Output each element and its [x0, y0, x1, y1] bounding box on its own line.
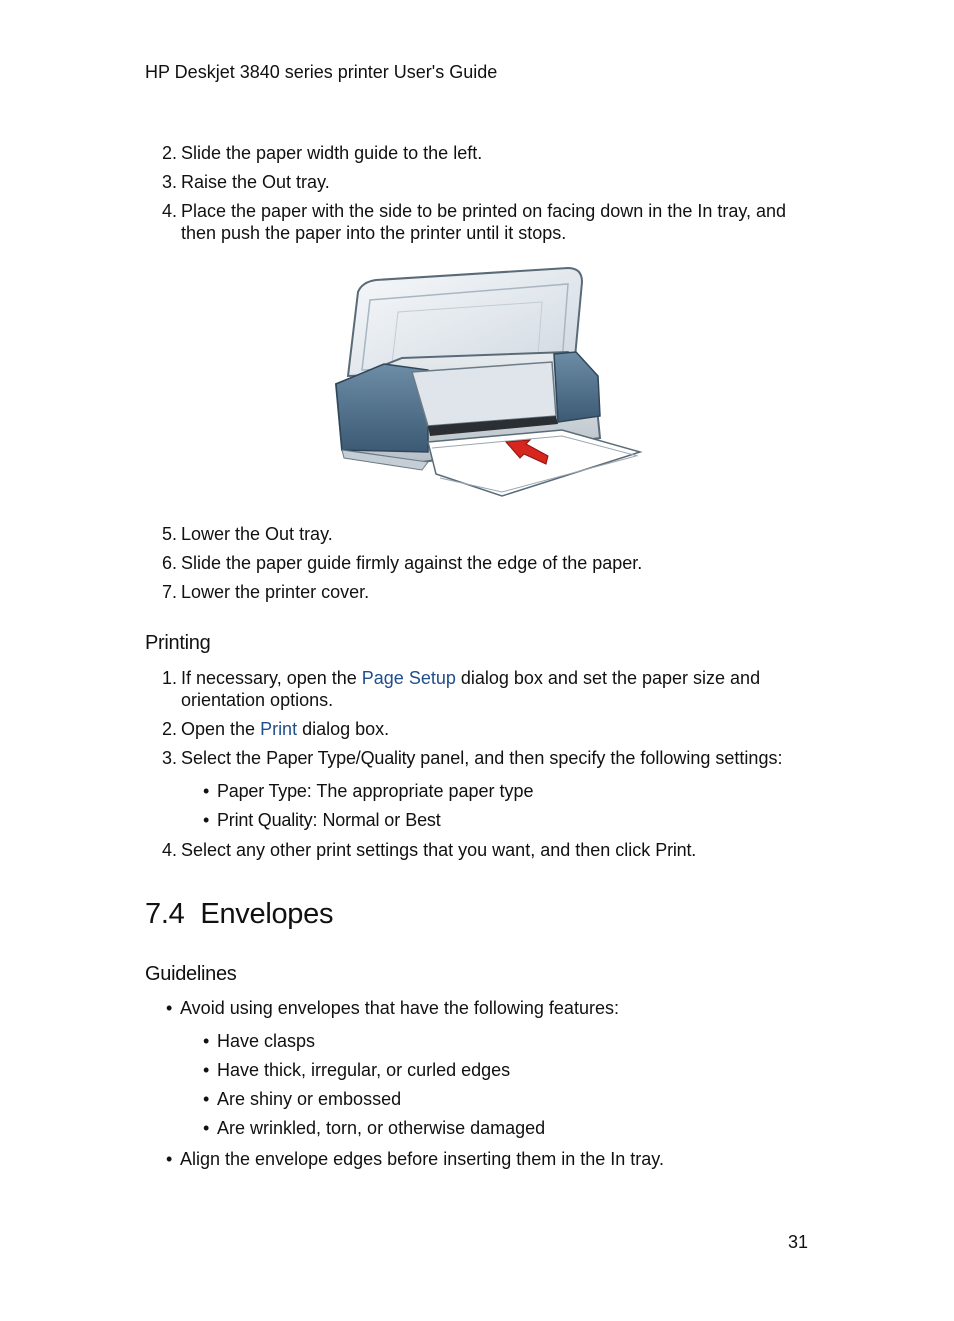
list-item: • Have clasps — [203, 1030, 545, 1052]
list-item: 3 . Raise the Out tray. — [145, 171, 805, 193]
running-header: HP Deskjet 3840 series printer User's Guide — [145, 62, 498, 82]
list-item: 2 . Open the Print dialog box. — [145, 718, 805, 740]
guidelines-list-cont — [166, 1148, 664, 1177]
print-link[interactable]: Print — [260, 719, 298, 739]
ui-term: Best — [405, 810, 441, 830]
list-item: 6 . Slide the paper guide firmly against the edge of the paper. — [145, 552, 642, 574]
printing-steps — [145, 667, 805, 776]
features-sublist — [203, 1030, 545, 1146]
ui-term: Print Quality — [217, 810, 313, 830]
ui-term: Print — [655, 840, 692, 860]
ui-term: Paper Type — [217, 781, 307, 801]
ui-term: Normal — [322, 810, 380, 830]
list-item: • Align the envelope edges before inserting them in the In tray. — [166, 1148, 664, 1170]
list-item: 1 . If necessary, open the Page Setup dialog box and set the paper size and orientation options. — [145, 667, 805, 711]
settings-sublist — [203, 780, 534, 838]
list-item: 4 . Select any other print settings that you want, and then click Print. — [145, 839, 696, 861]
section-heading — [145, 898, 333, 931]
page-setup-link[interactable]: Page Setup — [361, 668, 456, 688]
printing-steps-cont — [145, 839, 696, 868]
list-item: • Paper Type: The appropriate paper type — [203, 780, 534, 802]
guidelines-heading: Guidelines — [145, 963, 237, 985]
list-item: 3 . Select the Paper Type/Quality panel, and then specify the following settings: — [145, 747, 805, 769]
list-item: 7 . Lower the printer cover. — [145, 581, 642, 603]
steps-list-b — [145, 523, 642, 610]
list-item: • Avoid using envelopes that have the following features: — [166, 997, 619, 1019]
list-item: 5 . Lower the Out tray. — [145, 523, 642, 545]
ui-term: Paper Type/Quality — [266, 748, 416, 768]
list-item: • Have thick, irregular, or curled edges — [203, 1059, 545, 1081]
page-number: 31 — [788, 1232, 809, 1252]
printer-illustration — [332, 266, 644, 498]
guidelines-list — [166, 997, 619, 1026]
steps-list-a — [145, 142, 805, 251]
section-number: 7.4 — [145, 898, 185, 930]
printing-heading: Printing — [145, 632, 211, 654]
list-item: 2 . Slide the paper width guide to the left. — [145, 142, 805, 164]
list-item: • Are wrinkled, torn, or otherwise damaged — [203, 1117, 545, 1139]
list-item: • Print Quality: Normal or Best — [203, 809, 534, 831]
list-item: 4 . Place the paper with the side to be printed on facing down in the In tray, and then push the paper into the printer until it stops. — [145, 200, 805, 244]
list-item: • Are shiny or embossed — [203, 1088, 545, 1110]
section-title: Envelopes — [200, 898, 334, 930]
printer-image — [332, 266, 644, 498]
